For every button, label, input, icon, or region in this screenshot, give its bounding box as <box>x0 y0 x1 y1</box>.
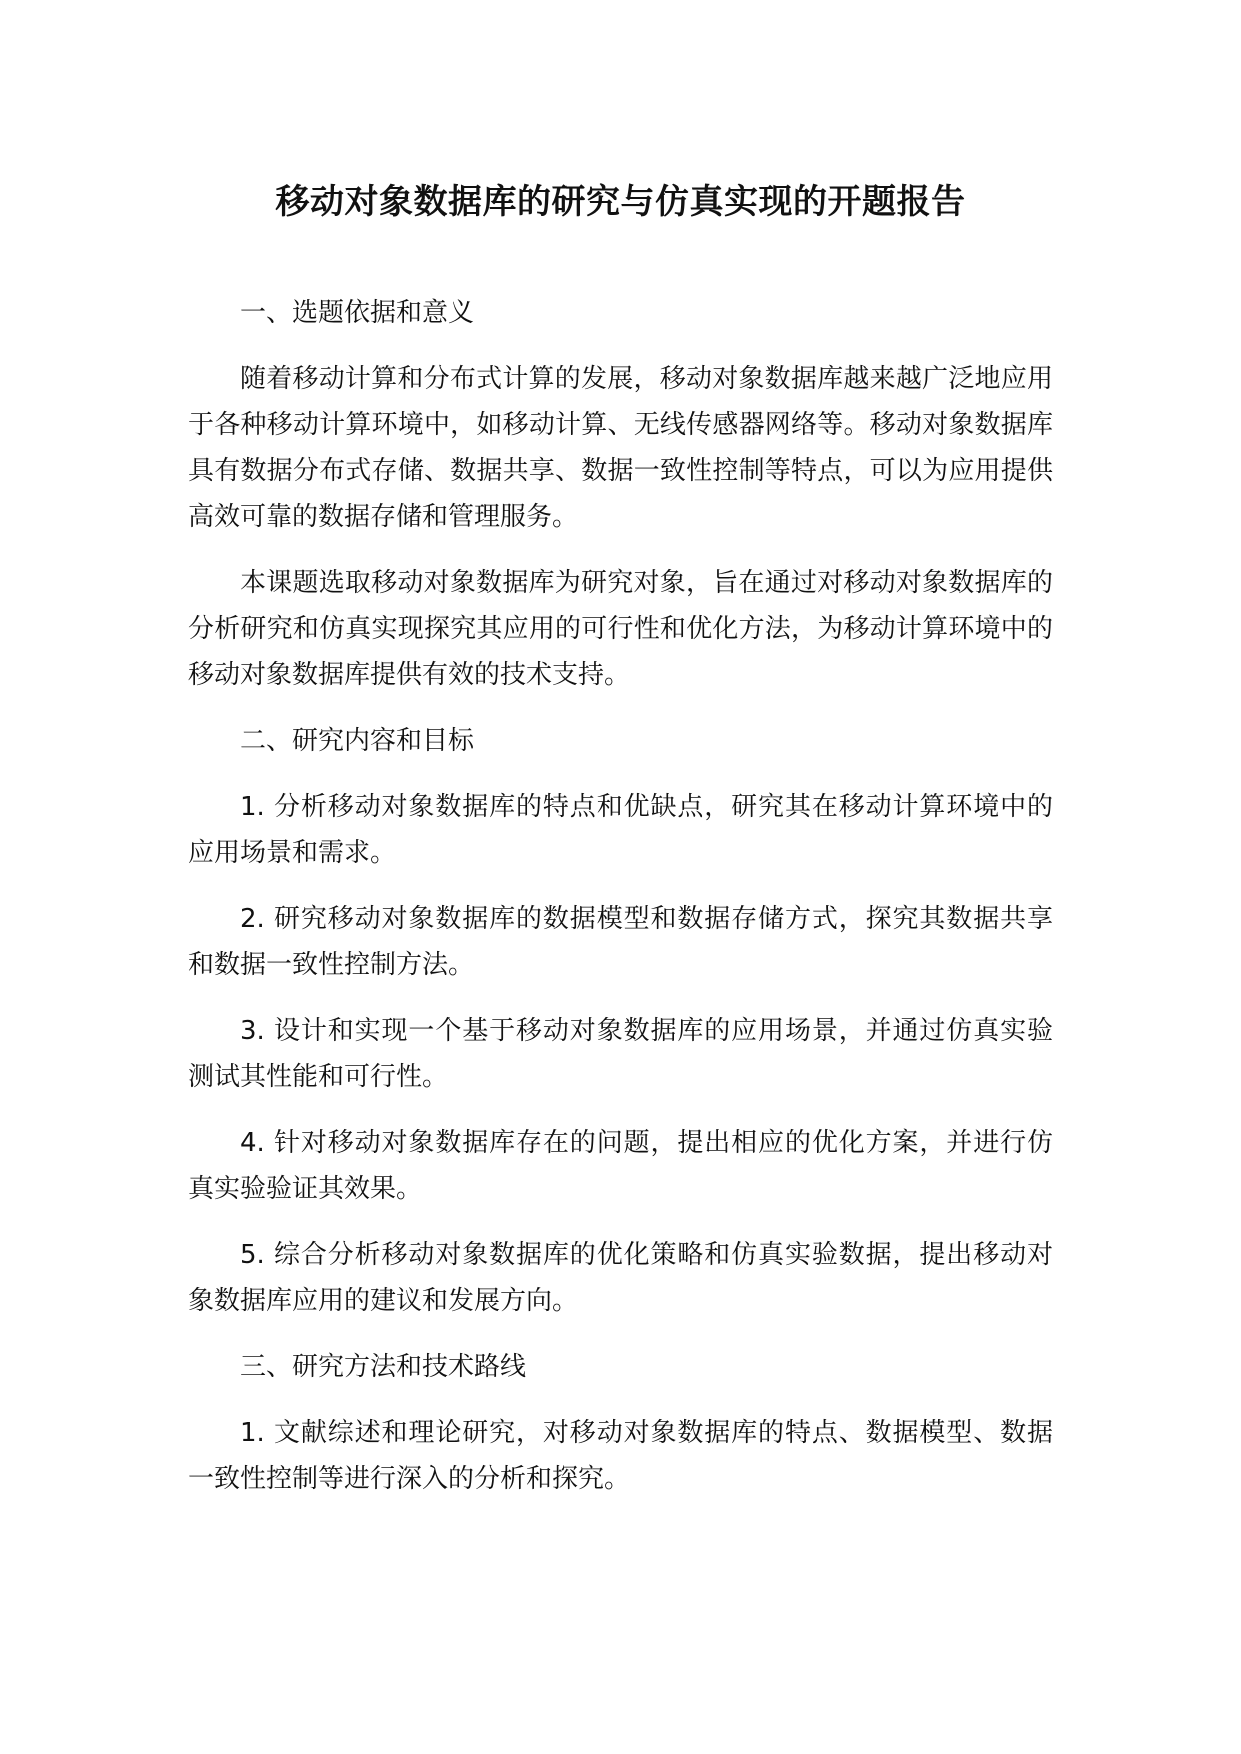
list-item: 3. 设计和实现一个基于移动对象数据库的应用场景，并通过仿真实验测试其性能和可行性。 <box>188 1016 1053 1092</box>
list-item: 1. 分析移动对象数据库的特点和优缺点，研究其在移动计算环境中的应用场景和需求。 <box>188 792 1053 868</box>
paragraph: 本课题选取移动对象数据库为研究对象，旨在通过对移动对象数据库的分析研究和仿真实现探究其应用的可行性和优化方法，为移动计算环境中的移动对象数据库提供有效的技术支持。 <box>188 568 1053 690</box>
section-heading-2: 二、研究内容和目标 <box>240 726 475 756</box>
paragraph: 随着移动计算和分布式计算的发展，移动对象数据库越来越广泛地应用于各种移动计算环境中，如移动计算、无线传感器网络等。移动对象数据库具有数据分布式存储、数据共享、数据一致性控制等特点，可以为应用提供高效可靠的数据存储和管理服务。 <box>188 364 1053 532</box>
section-heading-3: 三、研究方法和技术路线 <box>240 1352 527 1382</box>
document-body <box>188 290 1053 1522</box>
section-heading-1: 一、选题依据和意义 <box>240 298 475 328</box>
list-item: 5. 综合分析移动对象数据库的优化策略和仿真实验数据，提出移动对象数据库应用的建议和发展方向。 <box>188 1240 1053 1316</box>
list-item: 2. 研究移动对象数据库的数据模型和数据存储方式，探究其数据共享和数据一致性控制方法。 <box>188 904 1053 980</box>
list-item: 1. 文献综述和理论研究，对移动对象数据库的特点、数据模型、数据一致性控制等进行深入的分析和探究。 <box>188 1418 1053 1494</box>
document-title: 移动对象数据库的研究与仿真实现的开题报告 <box>275 182 966 222</box>
list-item: 4. 针对移动对象数据库存在的问题，提出相应的优化方案，并进行仿真实验验证其效果。 <box>188 1128 1053 1204</box>
